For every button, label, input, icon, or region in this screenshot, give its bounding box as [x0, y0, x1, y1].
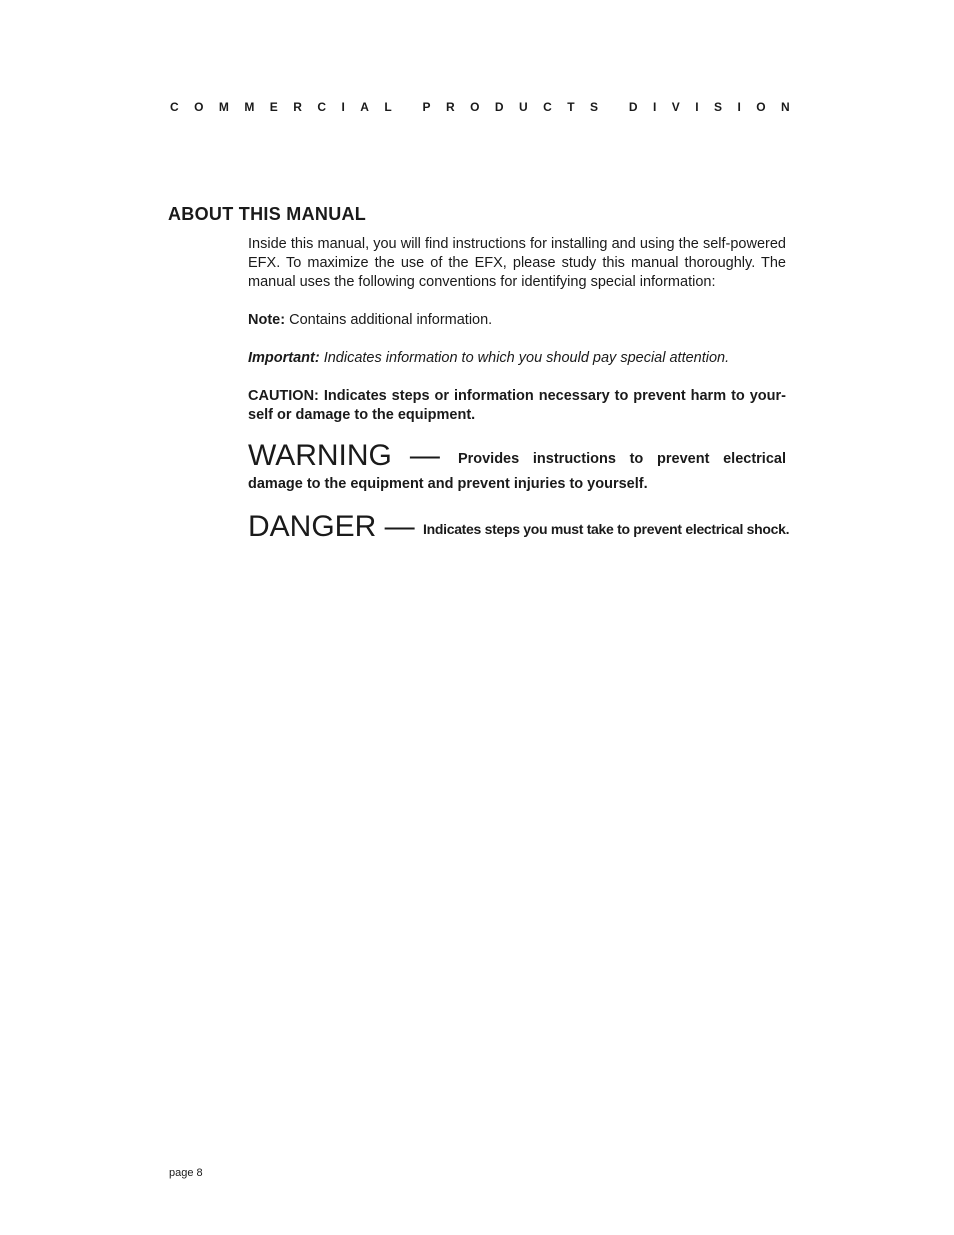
header-letter: R — [293, 100, 302, 114]
note-label: Note: — [248, 312, 286, 328]
header-letter: T — [567, 100, 575, 114]
header-letter: I — [737, 100, 741, 114]
header-letter: O — [194, 100, 204, 114]
header-letter: O — [756, 100, 766, 114]
header-letter: I — [653, 100, 657, 114]
header-letter: P — [422, 100, 431, 114]
header-letter: V — [671, 100, 680, 114]
header-letter: U — [519, 100, 528, 114]
danger-text: Indicates steps you must take to prevent electrical shock. — [423, 521, 790, 537]
header-letter: N — [781, 100, 790, 114]
page-number: page 8 — [169, 1167, 203, 1179]
header-letter: C — [317, 100, 326, 114]
header-letter: L — [384, 100, 392, 114]
note-text: Contains additional information. — [285, 312, 493, 328]
header-letter: D — [494, 100, 504, 114]
header-letter: D — [628, 100, 638, 114]
manual-conventions — [248, 235, 790, 544]
important-text: Indicates information to which you should pay special attention. — [319, 350, 730, 366]
section-title: ABOUT THIS MANUAL — [168, 204, 367, 224]
important-label: Important: — [248, 350, 320, 366]
danger-convention — [248, 510, 790, 544]
warning-text: Provides instructions to prevent electrical damage to the equipment and prevent injuries to yourself. — [248, 451, 786, 492]
intro-paragraph: Inside this manual, you will find instructions for installing and using the self-powered EFX. To maximize the use of the EFX, please study this manual thoroughly. The manual uses the following conventions for identifying special information: — [248, 236, 786, 290]
header-letter: S — [590, 100, 599, 114]
important-convention — [248, 349, 786, 368]
header-letter: E — [269, 100, 278, 114]
warning-convention — [248, 439, 786, 496]
header-letter: R — [446, 100, 455, 114]
caution-convention: CAUTION: Indicates steps or information necessary to prevent harm to yourself or damage to the equipment. — [248, 388, 786, 423]
header-letter: C — [170, 100, 179, 114]
header-letter: S — [714, 100, 723, 114]
header-letter: I — [695, 100, 699, 114]
warning-label: WARNING — — [248, 439, 458, 472]
header-letter: O — [470, 100, 480, 114]
header-letter: M — [218, 100, 229, 114]
running-header — [170, 99, 790, 115]
header-letter: C — [543, 100, 552, 114]
danger-label: DANGER — — [248, 510, 424, 543]
note-convention — [248, 311, 786, 330]
header-letter: A — [360, 100, 369, 114]
header-letter: M — [244, 100, 255, 114]
header-letter: I — [341, 100, 345, 114]
